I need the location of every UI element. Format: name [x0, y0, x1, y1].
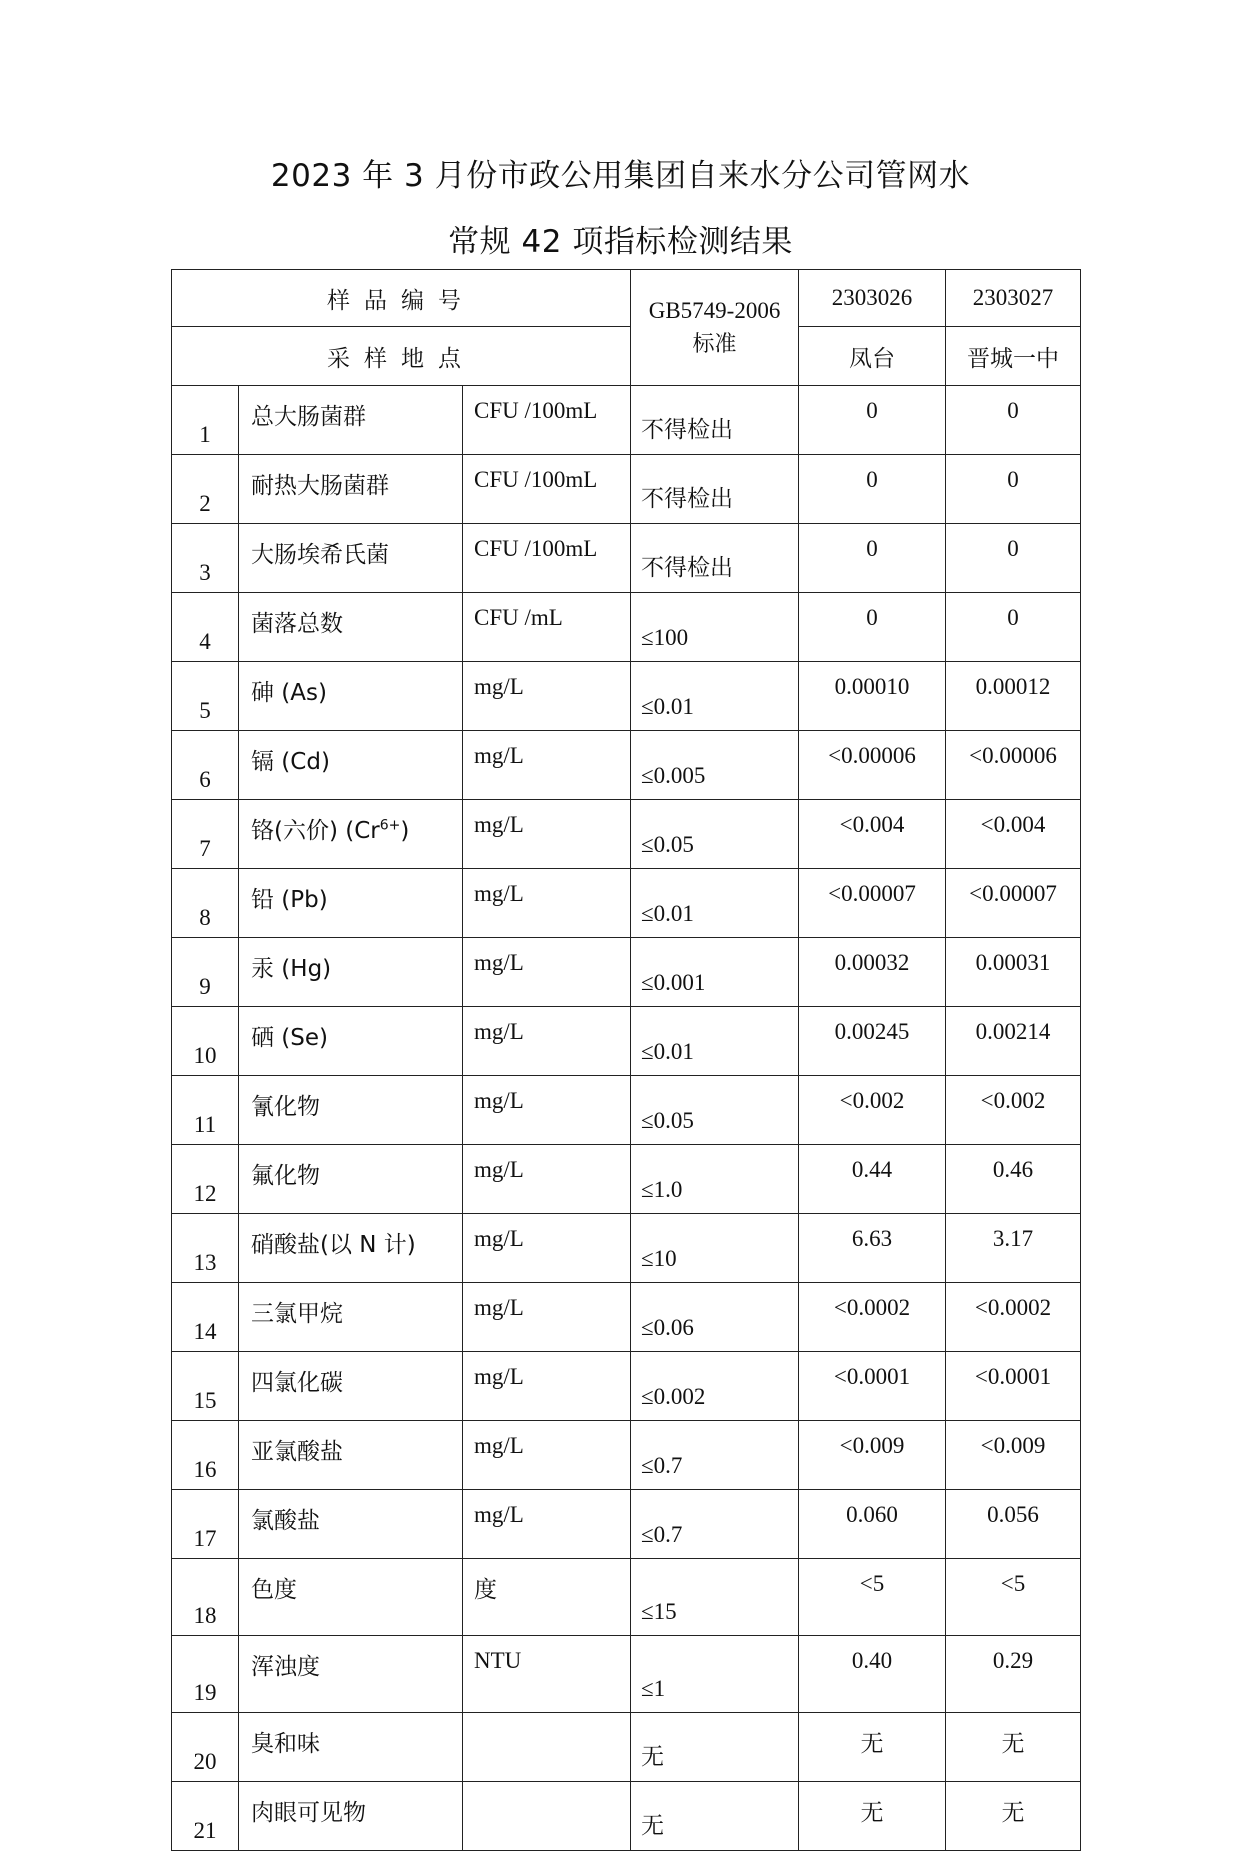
unit: CFU /100mL — [463, 386, 631, 455]
standard-limit: ≤1.0 — [631, 1145, 799, 1214]
location-label: 采样地点 — [172, 327, 631, 386]
standard-limit: ≤10 — [631, 1214, 799, 1283]
standard-limit: ≤1 — [631, 1636, 799, 1713]
sample-1-value: <0.004 — [799, 800, 946, 869]
indicator-name — [239, 731, 463, 800]
row-number: 7 — [172, 800, 239, 869]
unit: 度 — [463, 1559, 631, 1636]
indicator-name-suffix: ) — [400, 818, 410, 844]
row-number: 19 — [172, 1636, 239, 1713]
unit: mg/L — [463, 1076, 631, 1145]
unit: mg/L — [463, 1352, 631, 1421]
table-row — [172, 800, 1081, 869]
row-number: 8 — [172, 869, 239, 938]
unit: mg/L — [463, 938, 631, 1007]
standard-limit: 不得检出 — [631, 386, 799, 455]
table-row — [172, 938, 1081, 1007]
indicator-name-text: 四氯化碳 — [251, 1370, 343, 1396]
table-row — [172, 1352, 1081, 1421]
row-number: 16 — [172, 1421, 239, 1490]
sample-no-label: 样品编号 — [172, 270, 631, 327]
results-table — [171, 269, 1081, 1851]
table-row — [172, 1214, 1081, 1283]
indicator-name — [239, 1076, 463, 1145]
standard-header — [631, 270, 799, 386]
standard-limit: ≤0.05 — [631, 800, 799, 869]
indicator-name-text: 铅 (Pb) — [251, 887, 328, 913]
standard-limit: ≤0.002 — [631, 1352, 799, 1421]
row-number: 5 — [172, 662, 239, 731]
sample-id-1: 2303026 — [799, 270, 946, 327]
sample-2-value: <0.009 — [946, 1421, 1081, 1490]
indicator-name — [239, 869, 463, 938]
indicator-name-text: 三氯甲烷 — [251, 1301, 343, 1327]
table-row — [172, 731, 1081, 800]
sample-1-value: <0.002 — [799, 1076, 946, 1145]
table-row — [172, 593, 1081, 662]
indicator-name-text: 耐热大肠菌群 — [251, 473, 389, 499]
sample-1-value: 0.44 — [799, 1145, 946, 1214]
indicator-name — [239, 1283, 463, 1352]
indicator-name-text: 汞 (Hg) — [251, 956, 332, 982]
standard-limit: ≤0.06 — [631, 1283, 799, 1352]
sample-1-value: 6.63 — [799, 1214, 946, 1283]
indicator-name — [239, 524, 463, 593]
sample-1-value: <0.0002 — [799, 1283, 946, 1352]
unit: mg/L — [463, 1007, 631, 1076]
indicator-name-text: 总大肠菌群 — [251, 404, 366, 430]
row-number: 6 — [172, 731, 239, 800]
indicator-name — [239, 1713, 463, 1782]
indicator-name-text: 镉 (Cd) — [251, 749, 330, 775]
sample-2-value: <0.0002 — [946, 1283, 1081, 1352]
sample-1-value: <0.0001 — [799, 1352, 946, 1421]
indicator-name-text: 硒 (Se) — [251, 1025, 329, 1051]
row-number: 2 — [172, 455, 239, 524]
standard-limit: 无 — [631, 1713, 799, 1782]
unit: CFU /100mL — [463, 455, 631, 524]
table-row — [172, 1076, 1081, 1145]
indicator-name — [239, 1352, 463, 1421]
header-row-sample-no — [172, 270, 1081, 327]
table-row — [172, 386, 1081, 455]
table-row — [172, 524, 1081, 593]
unit — [463, 1713, 631, 1782]
sample-1-value: 0.00245 — [799, 1007, 946, 1076]
sample-2-value: 0 — [946, 524, 1081, 593]
table-row — [172, 1559, 1081, 1636]
sample-2-value: 0 — [946, 593, 1081, 662]
sample-1-value: 0 — [799, 386, 946, 455]
sample-2-value: 0.00012 — [946, 662, 1081, 731]
row-number: 11 — [172, 1076, 239, 1145]
unit: NTU — [463, 1636, 631, 1713]
row-number: 17 — [172, 1490, 239, 1559]
sample-2-value: 无 — [946, 1713, 1081, 1782]
sample-2-value: <0.00006 — [946, 731, 1081, 800]
table-row — [172, 869, 1081, 938]
indicator-name-text: 硝酸盐(以 N 计) — [251, 1232, 416, 1258]
sample-2-value: 0.46 — [946, 1145, 1081, 1214]
unit — [463, 1782, 631, 1851]
unit: mg/L — [463, 731, 631, 800]
table-row — [172, 455, 1081, 524]
indicator-name — [239, 1007, 463, 1076]
indicator-name-superscript: 6+ — [379, 817, 401, 834]
row-number: 15 — [172, 1352, 239, 1421]
unit: CFU /mL — [463, 593, 631, 662]
table-row — [172, 1007, 1081, 1076]
indicator-name — [239, 386, 463, 455]
row-number: 12 — [172, 1145, 239, 1214]
unit: mg/L — [463, 1283, 631, 1352]
row-number: 4 — [172, 593, 239, 662]
indicator-name-text: 浑浊度 — [251, 1654, 320, 1680]
indicator-name-text: 大肠埃希氏菌 — [251, 542, 389, 568]
table-row — [172, 1636, 1081, 1713]
sample-location-1: 凤台 — [799, 327, 946, 386]
sample-2-value: 0.00214 — [946, 1007, 1081, 1076]
row-number: 14 — [172, 1283, 239, 1352]
indicator-name — [239, 593, 463, 662]
indicator-name — [239, 800, 463, 869]
sample-1-value: 0.060 — [799, 1490, 946, 1559]
sample-1-value: <0.00006 — [799, 731, 946, 800]
standard-limit: ≤100 — [631, 593, 799, 662]
sample-id-2: 2303027 — [946, 270, 1081, 327]
sample-2-value: 0.29 — [946, 1636, 1081, 1713]
indicator-name — [239, 1782, 463, 1851]
indicator-name — [239, 938, 463, 1007]
sample-2-value: <0.0001 — [946, 1352, 1081, 1421]
sample-1-value: 0 — [799, 524, 946, 593]
indicator-name-text: 菌落总数 — [251, 611, 343, 637]
page-title-line-2: 常规 42 项指标检测结果 — [448, 224, 793, 260]
indicator-name — [239, 1421, 463, 1490]
sample-1-value: 无 — [799, 1713, 946, 1782]
table-row — [172, 1283, 1081, 1352]
unit: mg/L — [463, 1145, 631, 1214]
indicator-name-text: 氟化物 — [251, 1163, 320, 1189]
header-row-location — [172, 327, 1081, 386]
table-row — [172, 1145, 1081, 1214]
standard-limit: 不得检出 — [631, 524, 799, 593]
indicator-name — [239, 1636, 463, 1713]
sample-2-value: 0.056 — [946, 1490, 1081, 1559]
unit: CFU /100mL — [463, 524, 631, 593]
unit: mg/L — [463, 800, 631, 869]
indicator-name-text: 铬(六价) (Cr — [251, 818, 380, 844]
row-number: 20 — [172, 1713, 239, 1782]
sample-2-value: 0.00031 — [946, 938, 1081, 1007]
sample-1-value: 0.00010 — [799, 662, 946, 731]
page-title-line-1: 2023 年 3 月份市政公用集团自来水分公司管网水 — [270, 158, 971, 194]
standard-limit: ≤15 — [631, 1559, 799, 1636]
sample-1-value: <0.009 — [799, 1421, 946, 1490]
standard-header-code: GB5749-2006 — [648, 297, 781, 323]
indicator-name-text: 臭和味 — [251, 1731, 320, 1757]
table-row — [172, 1490, 1081, 1559]
indicator-name — [239, 662, 463, 731]
row-number: 18 — [172, 1559, 239, 1636]
sample-1-value: 无 — [799, 1782, 946, 1851]
indicator-name — [239, 1490, 463, 1559]
standard-header-label: 标准 — [692, 331, 737, 357]
standard-limit: ≤0.7 — [631, 1490, 799, 1559]
row-number: 10 — [172, 1007, 239, 1076]
table-row — [172, 1713, 1081, 1782]
sample-1-value: 0.00032 — [799, 938, 946, 1007]
sample-2-value: 0 — [946, 455, 1081, 524]
indicator-name-text: 肉眼可见物 — [251, 1800, 366, 1826]
sample-2-value: 无 — [946, 1782, 1081, 1851]
sample-1-value: 0 — [799, 593, 946, 662]
table-row — [172, 662, 1081, 731]
standard-limit: 无 — [631, 1782, 799, 1851]
indicator-name-text: 亚氯酸盐 — [251, 1439, 343, 1465]
row-number: 13 — [172, 1214, 239, 1283]
sample-1-value: 0 — [799, 455, 946, 524]
table-row — [172, 1782, 1081, 1851]
row-number: 3 — [172, 524, 239, 593]
standard-limit: ≤0.7 — [631, 1421, 799, 1490]
table-row — [172, 1421, 1081, 1490]
sample-2-value: <0.00007 — [946, 869, 1081, 938]
indicator-name-text: 氰化物 — [251, 1094, 320, 1120]
unit: mg/L — [463, 1421, 631, 1490]
sample-2-value: 3.17 — [946, 1214, 1081, 1283]
indicator-name-text: 色度 — [251, 1577, 297, 1603]
sample-2-value: <5 — [946, 1559, 1081, 1636]
row-number: 1 — [172, 386, 239, 455]
standard-limit: ≤0.01 — [631, 1007, 799, 1076]
sample-2-value: <0.004 — [946, 800, 1081, 869]
unit: mg/L — [463, 662, 631, 731]
sample-location-2: 晋城一中 — [946, 327, 1081, 386]
standard-limit: ≤0.001 — [631, 938, 799, 1007]
standard-limit: ≤0.05 — [631, 1076, 799, 1145]
unit: mg/L — [463, 1214, 631, 1283]
sample-1-value: <5 — [799, 1559, 946, 1636]
standard-limit: ≤0.005 — [631, 731, 799, 800]
unit: mg/L — [463, 1490, 631, 1559]
row-number: 21 — [172, 1782, 239, 1851]
indicator-name — [239, 1145, 463, 1214]
indicator-name — [239, 1214, 463, 1283]
sample-1-value: 0.40 — [799, 1636, 946, 1713]
standard-limit: 不得检出 — [631, 455, 799, 524]
row-number: 9 — [172, 938, 239, 1007]
sample-2-value: <0.002 — [946, 1076, 1081, 1145]
sample-2-value: 0 — [946, 386, 1081, 455]
indicator-name-text: 氯酸盐 — [251, 1508, 320, 1534]
indicator-name — [239, 455, 463, 524]
indicator-name-text: 砷 (As) — [251, 680, 327, 706]
standard-limit: ≤0.01 — [631, 869, 799, 938]
unit: mg/L — [463, 869, 631, 938]
indicator-name — [239, 1559, 463, 1636]
sample-1-value: <0.00007 — [799, 869, 946, 938]
standard-limit: ≤0.01 — [631, 662, 799, 731]
